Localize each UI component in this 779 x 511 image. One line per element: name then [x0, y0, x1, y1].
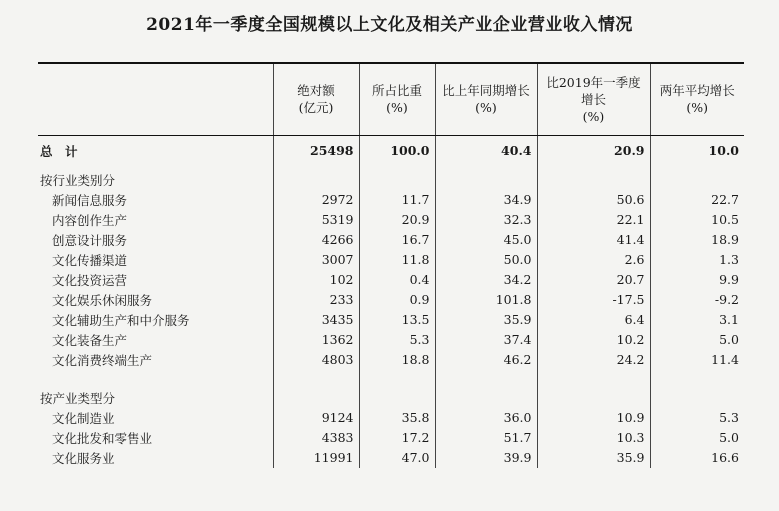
row-label: 创意设计服务 — [52, 232, 128, 248]
row-label: 总 计 — [40, 143, 78, 159]
table-row — [38, 428, 744, 448]
cell-two-year-avg-growth: 11.4 — [650, 350, 744, 370]
table-row — [38, 330, 744, 350]
cell-yoy-growth: 39.9 — [435, 448, 537, 468]
cell-two-year-avg-growth: 10.5 — [650, 210, 744, 230]
row-label: 文化辅助生产和中介服务 — [52, 312, 190, 328]
total-row — [38, 135, 744, 162]
empty-cell — [650, 370, 744, 380]
cell-yoy-growth: 101.8 — [435, 290, 537, 310]
header-share: 所占比重 (%) — [359, 63, 435, 135]
cell-vs-2019-growth: 35.9 — [537, 448, 650, 468]
empty-cell — [359, 162, 435, 190]
row-label: 文化娱乐休闲服务 — [52, 292, 153, 308]
table-row — [38, 190, 744, 210]
header-label-column — [38, 63, 273, 135]
cell-absolute-amount: 4266 — [273, 230, 359, 250]
table-row — [38, 270, 744, 290]
row-label: 文化投资运营 — [52, 272, 128, 288]
cell-two-year-avg-growth: 5.0 — [650, 428, 744, 448]
row-label: 文化服务业 — [52, 450, 115, 466]
cell-share: 13.5 — [359, 310, 435, 330]
cell-yoy-growth: 36.0 — [435, 408, 537, 428]
cell-share: 18.8 — [359, 350, 435, 370]
spacer-row — [38, 370, 744, 380]
cell-share: 11.7 — [359, 190, 435, 210]
empty-cell — [650, 380, 744, 408]
cell-yoy-growth: 51.7 — [435, 428, 537, 448]
row-label: 文化装备生产 — [52, 332, 128, 348]
cell-two-year-avg-growth: 22.7 — [650, 190, 744, 210]
cell-two-year-avg-growth: -9.2 — [650, 290, 744, 310]
cell-absolute-amount: 233 — [273, 290, 359, 310]
cell-absolute-amount: 9124 — [273, 408, 359, 428]
cell-two-year-avg-growth: 9.9 — [650, 270, 744, 290]
cell-share: 35.8 — [359, 408, 435, 428]
cell-two-year-avg-growth: 10.0 — [650, 135, 744, 162]
empty-cell — [359, 370, 435, 380]
cell-absolute-amount: 3007 — [273, 250, 359, 270]
cell-two-year-avg-growth: 18.9 — [650, 230, 744, 250]
cell-two-year-avg-growth: 5.0 — [650, 330, 744, 350]
cell-vs-2019-growth: 10.2 — [537, 330, 650, 350]
cell-yoy-growth: 34.9 — [435, 190, 537, 210]
cell-vs-2019-growth: 6.4 — [537, 310, 650, 330]
empty-cell — [435, 370, 537, 380]
cell-absolute-amount: 102 — [273, 270, 359, 290]
cell-vs-2019-growth: 10.9 — [537, 408, 650, 428]
table-row — [38, 408, 744, 428]
section-heading-row — [38, 162, 744, 190]
empty-cell — [537, 380, 650, 408]
cell-share: 47.0 — [359, 448, 435, 468]
cell-absolute-amount: 4383 — [273, 428, 359, 448]
table-row — [38, 250, 744, 270]
row-label: 内容创作生产 — [52, 212, 128, 228]
cell-absolute-amount: 2972 — [273, 190, 359, 210]
cell-vs-2019-growth: 41.4 — [537, 230, 650, 250]
cell-vs-2019-growth: 10.3 — [537, 428, 650, 448]
table-row — [38, 290, 744, 310]
cell-vs-2019-growth: 24.2 — [537, 350, 650, 370]
table-row — [38, 230, 744, 250]
row-label: 新闻信息服务 — [52, 192, 128, 208]
empty-cell — [650, 162, 744, 190]
empty-cell — [537, 162, 650, 190]
empty-cell — [537, 370, 650, 380]
section-heading: 按行业类别分 — [40, 172, 116, 188]
cell-share: 0.4 — [359, 270, 435, 290]
table-row — [38, 210, 744, 230]
row-label: 文化传播渠道 — [52, 252, 128, 268]
cell-absolute-amount: 5319 — [273, 210, 359, 230]
cell-yoy-growth: 37.4 — [435, 330, 537, 350]
cell-yoy-growth: 34.2 — [435, 270, 537, 290]
header-two-year-avg-growth: 两年平均增长 (%) — [650, 63, 744, 135]
cell-vs-2019-growth: -17.5 — [537, 290, 650, 310]
empty-cell — [273, 380, 359, 408]
cell-absolute-amount: 4803 — [273, 350, 359, 370]
row-label: 文化制造业 — [52, 410, 115, 426]
cell-absolute-amount: 25498 — [273, 135, 359, 162]
section-heading: 按产业类型分 — [40, 390, 116, 406]
empty-cell — [273, 370, 359, 380]
revenue-table — [38, 62, 744, 468]
cell-share: 100.0 — [359, 135, 435, 162]
cell-yoy-growth: 40.4 — [435, 135, 537, 162]
section-heading-row — [38, 380, 744, 408]
cell-two-year-avg-growth: 5.3 — [650, 408, 744, 428]
cell-share: 16.7 — [359, 230, 435, 250]
table-title: 2021年一季度全国规模以上文化及相关产业企业营业收入情况 — [146, 15, 633, 35]
cell-absolute-amount: 11991 — [273, 448, 359, 468]
cell-vs-2019-growth: 2.6 — [537, 250, 650, 270]
row-label: 文化消费终端生产 — [52, 352, 153, 368]
cell-share: 11.8 — [359, 250, 435, 270]
cell-yoy-growth: 35.9 — [435, 310, 537, 330]
empty-cell — [359, 380, 435, 408]
cell-two-year-avg-growth: 3.1 — [650, 310, 744, 330]
cell-share: 20.9 — [359, 210, 435, 230]
table-row — [38, 350, 744, 370]
cell-share: 0.9 — [359, 290, 435, 310]
header-absolute-amount: 绝对额 (亿元) — [273, 63, 359, 135]
table-row — [38, 448, 744, 468]
empty-cell — [435, 162, 537, 190]
header-yoy-growth: 比上年同期增长 (%) — [435, 63, 537, 135]
cell-yoy-growth: 32.3 — [435, 210, 537, 230]
row-label: 文化批发和零售业 — [52, 430, 153, 446]
cell-vs-2019-growth: 22.1 — [537, 210, 650, 230]
empty-cell — [435, 380, 537, 408]
cell-yoy-growth: 45.0 — [435, 230, 537, 250]
cell-absolute-amount: 1362 — [273, 330, 359, 350]
cell-vs-2019-growth: 20.9 — [537, 135, 650, 162]
header-row — [38, 63, 744, 135]
empty-cell — [38, 370, 273, 380]
cell-yoy-growth: 50.0 — [435, 250, 537, 270]
cell-vs-2019-growth: 20.7 — [537, 270, 650, 290]
empty-cell — [273, 162, 359, 190]
header-vs-2019-growth: 比2019年一季度 增长 (%) — [537, 63, 650, 135]
cell-absolute-amount: 3435 — [273, 310, 359, 330]
cell-two-year-avg-growth: 16.6 — [650, 448, 744, 468]
cell-vs-2019-growth: 50.6 — [537, 190, 650, 210]
cell-yoy-growth: 46.2 — [435, 350, 537, 370]
table-row — [38, 310, 744, 330]
cell-share: 17.2 — [359, 428, 435, 448]
cell-share: 5.3 — [359, 330, 435, 350]
cell-two-year-avg-growth: 1.3 — [650, 250, 744, 270]
